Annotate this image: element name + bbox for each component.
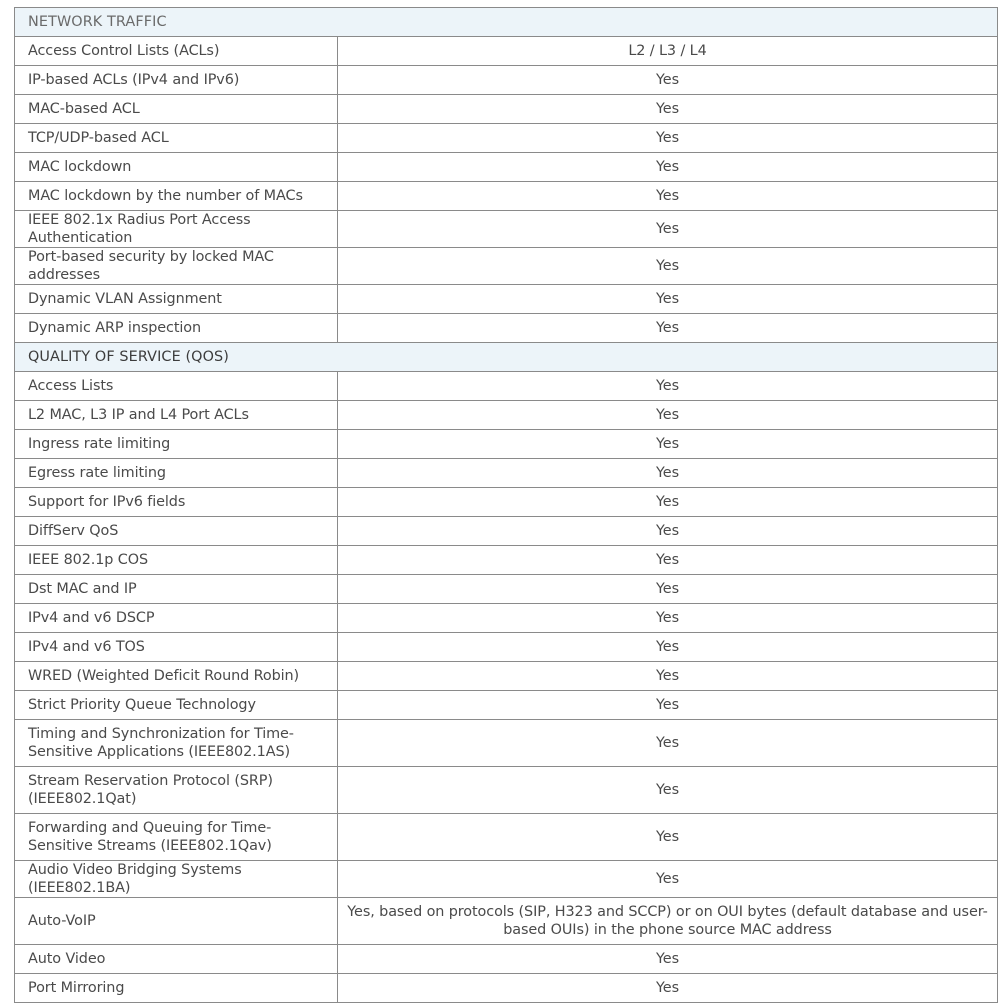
value-cell: Yes bbox=[338, 517, 998, 546]
feature-cell: Strict Priority Queue Technology bbox=[15, 691, 338, 720]
feature-cell: IPv4 and v6 DSCP bbox=[15, 604, 338, 633]
table-row bbox=[15, 767, 998, 814]
table-row bbox=[15, 546, 998, 575]
value-cell: Yes bbox=[338, 691, 998, 720]
table-row bbox=[15, 37, 998, 66]
feature-cell: Support for IPv6 fields bbox=[15, 488, 338, 517]
table-row bbox=[15, 814, 998, 861]
table-row bbox=[15, 604, 998, 633]
feature-cell: Ingress rate limiting bbox=[15, 430, 338, 459]
table-row bbox=[15, 182, 998, 211]
feature-cell: Access Control Lists (ACLs) bbox=[15, 37, 338, 66]
value-cell: Yes bbox=[338, 459, 998, 488]
value-cell: Yes bbox=[338, 153, 998, 182]
value-cell: Yes bbox=[338, 95, 998, 124]
value-cell: Yes bbox=[338, 211, 998, 248]
feature-cell: Egress rate limiting bbox=[15, 459, 338, 488]
feature-cell: Timing and Synchronization for Time-Sensitive Applications (IEEE802.1AS) bbox=[15, 720, 338, 767]
value-cell: Yes bbox=[338, 767, 998, 814]
feature-cell: IEEE 802.1x Radius Port Access Authentication bbox=[15, 211, 338, 248]
feature-cell: MAC-based ACL bbox=[15, 95, 338, 124]
feature-cell: MAC lockdown bbox=[15, 153, 338, 182]
table-row bbox=[15, 662, 998, 691]
section-title: NETWORK TRAFFIC bbox=[15, 8, 998, 37]
table-row bbox=[15, 95, 998, 124]
table-row bbox=[15, 285, 998, 314]
table-row bbox=[15, 401, 998, 430]
value-cell: Yes bbox=[338, 66, 998, 95]
value-cell: Yes bbox=[338, 945, 998, 974]
feature-cell: IEEE 802.1p COS bbox=[15, 546, 338, 575]
table-row bbox=[15, 575, 998, 604]
feature-cell: Port Mirroring bbox=[15, 974, 338, 1003]
table-row bbox=[15, 517, 998, 546]
feature-cell: Auto-VoIP bbox=[15, 898, 338, 945]
feature-cell: Audio Video Bridging Systems (IEEE802.1BA) bbox=[15, 861, 338, 898]
feature-cell: Dst MAC and IP bbox=[15, 575, 338, 604]
table-row bbox=[15, 153, 998, 182]
table-row bbox=[15, 720, 998, 767]
table-row bbox=[15, 314, 998, 343]
table-row bbox=[15, 124, 998, 153]
spec-table-body bbox=[15, 8, 998, 1003]
section-title: QUALITY OF SERVICE (QOS) bbox=[15, 343, 998, 372]
section-header-row bbox=[15, 343, 998, 372]
table-row bbox=[15, 974, 998, 1003]
feature-cell: IPv4 and v6 TOS bbox=[15, 633, 338, 662]
feature-cell: Stream Reservation Protocol (SRP) (IEEE802.1Qat) bbox=[15, 767, 338, 814]
value-cell: L2 / L3 / L4 bbox=[338, 37, 998, 66]
value-cell: Yes bbox=[338, 488, 998, 517]
value-cell: Yes bbox=[338, 285, 998, 314]
table-row bbox=[15, 898, 998, 945]
table-row bbox=[15, 633, 998, 662]
table-row bbox=[15, 372, 998, 401]
section-header-row bbox=[15, 8, 998, 37]
spec-table bbox=[14, 7, 998, 1003]
feature-cell: Dynamic ARP inspection bbox=[15, 314, 338, 343]
feature-cell: Dynamic VLAN Assignment bbox=[15, 285, 338, 314]
table-row bbox=[15, 248, 998, 285]
value-cell: Yes bbox=[338, 662, 998, 691]
value-cell: Yes bbox=[338, 814, 998, 861]
feature-cell: IP-based ACLs (IPv4 and IPv6) bbox=[15, 66, 338, 95]
value-cell: Yes bbox=[338, 314, 998, 343]
value-cell: Yes bbox=[338, 546, 998, 575]
feature-cell: L2 MAC, L3 IP and L4 Port ACLs bbox=[15, 401, 338, 430]
feature-cell: DiffServ QoS bbox=[15, 517, 338, 546]
value-cell: Yes, based on protocols (SIP, H323 and SCCP) or on OUI bytes (default database and user-based OUIs) in the phone source MAC address bbox=[338, 898, 998, 945]
feature-cell: Auto Video bbox=[15, 945, 338, 974]
feature-cell: WRED (Weighted Deficit Round Robin) bbox=[15, 662, 338, 691]
value-cell: Yes bbox=[338, 430, 998, 459]
feature-cell: Access Lists bbox=[15, 372, 338, 401]
table-row bbox=[15, 488, 998, 517]
table-row bbox=[15, 459, 998, 488]
table-row bbox=[15, 861, 998, 898]
table-row bbox=[15, 691, 998, 720]
value-cell: Yes bbox=[338, 604, 998, 633]
value-cell: Yes bbox=[338, 974, 998, 1003]
value-cell: Yes bbox=[338, 720, 998, 767]
value-cell: Yes bbox=[338, 401, 998, 430]
value-cell: Yes bbox=[338, 124, 998, 153]
value-cell: Yes bbox=[338, 575, 998, 604]
table-row bbox=[15, 66, 998, 95]
feature-cell: Port-based security by locked MAC addresses bbox=[15, 248, 338, 285]
table-row bbox=[15, 211, 998, 248]
feature-cell: MAC lockdown by the number of MACs bbox=[15, 182, 338, 211]
value-cell: Yes bbox=[338, 248, 998, 285]
table-row bbox=[15, 430, 998, 459]
table-row bbox=[15, 945, 998, 974]
value-cell: Yes bbox=[338, 633, 998, 662]
value-cell: Yes bbox=[338, 182, 998, 211]
value-cell: Yes bbox=[338, 372, 998, 401]
feature-cell: Forwarding and Queuing for Time-Sensitive Streams (IEEE802.1Qav) bbox=[15, 814, 338, 861]
value-cell: Yes bbox=[338, 861, 998, 898]
feature-cell: TCP/UDP-based ACL bbox=[15, 124, 338, 153]
